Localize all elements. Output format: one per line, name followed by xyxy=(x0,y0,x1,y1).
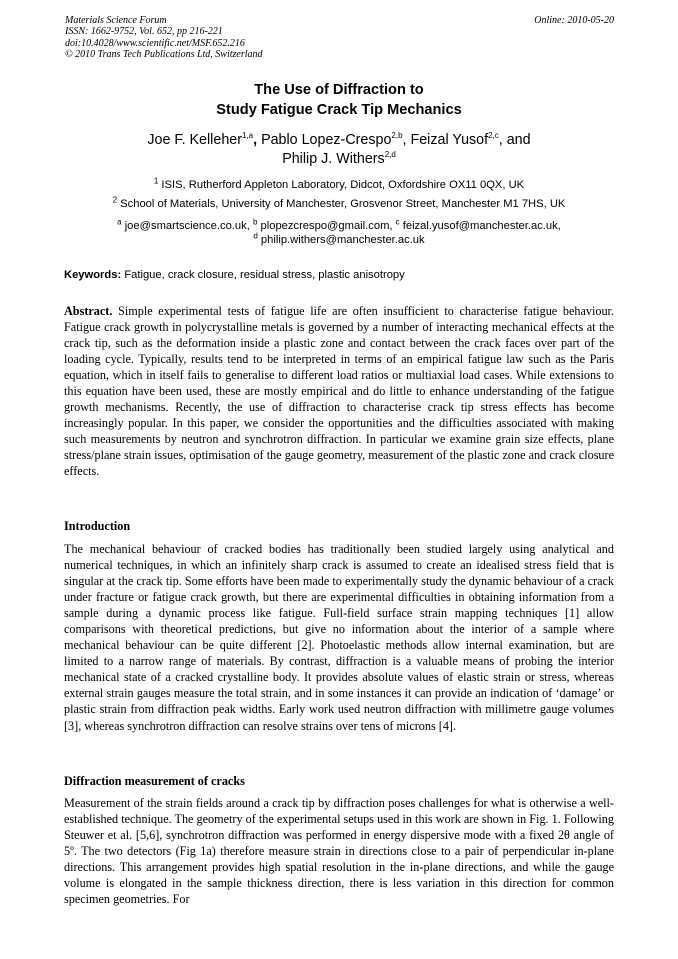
affiliation-text: ISIS, Rutherford Appleton Laboratory, Didcot, Oxfordshire OX11 0QX, UK xyxy=(161,179,525,191)
issn-line: ISSN: 1662-9752, Vol. 652, pp 216-221 xyxy=(65,26,223,38)
online-date: Online: 2010-05-20 xyxy=(534,15,614,26)
abstract xyxy=(64,303,614,480)
author-list xyxy=(0,131,678,169)
title-line-1: The Use of Diffraction to xyxy=(254,82,424,98)
author-sup: 2,b xyxy=(391,131,403,141)
author-sep: , and xyxy=(498,132,531,148)
email-address[interactable]: plopezcrespo@gmail.com, xyxy=(260,220,393,232)
email-sup: d xyxy=(253,231,258,241)
diffraction-text: Measurement of the strain fields around a crack tip by diffraction poses challenges for what is otherwise a well-established technique. The geometry of the experimental setups used in this work are shown in Fig. 1. Following Steuwer et al. [5,6], synchrotron diffraction was performed in energy dispersive mode with a fixed 2θ angle of 5º. The two detectors (Fig 1a) therefore measure strain in directions close to a pair of perpendicular in-plane directions. This arrangement provides high spatial resolution in the in-plane directions, and while the gauge volume is elongated in the sample thickness direction, there is less variation in this direction for common specimen geometries. For xyxy=(64,796,614,907)
affiliation-2 xyxy=(0,197,678,211)
title-line-2: Study Fatigue Crack Tip Mechanics xyxy=(216,102,462,118)
copyright-line: © 2010 Trans Tech Publications Ltd, Switzerland xyxy=(65,49,263,61)
email-address[interactable]: philip.withers@manchester.ac.uk xyxy=(260,234,425,246)
section-heading-diffraction: Diffraction measurement of cracks xyxy=(64,774,245,788)
email-line-2 xyxy=(0,233,678,247)
author-name: Pablo Lopez-Crespo xyxy=(261,132,392,148)
author-sup: 1,a xyxy=(241,131,254,141)
abstract-text: Simple experimental tests of fatigue life are often insufficient to characterise fatigue behaviour. Fatigue crack growth in polycrystalline metals is governed by a number of interacting mechanical effects at the crack tip, such as the deformation inside a plastic zone and contact between the crack faces over part of the loading cycle. Typically, results tend to be interpreted in terms of an empirical fatigue law such as the Paris equation, which in itself fails to generalise to different load ratios or multiaxial load cases. While extensions to this equation have been used, these are mostly empirical and do little to enhance understanding of the fatigue growth mechanisms. Recently, the use of diffraction to characterise crack tip stress effects has become increasingly popular. In this paper, we consider the opportunities and the difficulties associated with making such measurements by neutron and synchrotron diffraction. In particular we examine grain size effects, plane stress/plane strain issues, optimisation of the gauge geometry, measurement of the plastic zone and crack closure effects. xyxy=(64,304,614,479)
introduction-text: The mechanical behaviour of cracked bodies has traditionally been studied largely using analytical and numerical techniques, in which an infinitely sharp crack is assumed to create an idealised stress field that is singular at the crack tip. Some efforts have been made to experimentally study the dynamic behaviour of a crack under fracture or fatigue crack growth, but there are experimental difficulties in obtaining information from a sample during a dynamic process like fatigue. Full-field surface strain mapping techniques [1] allow comparisons with theoretical predictions, but give no information about the interior of a sample where mechanical behaviour can be quite different [2]. Photoelastic methods allow internal examination, but are limited to a narrow range of materials. By contrast, diffraction is a valuable means of probing the interior mechanical state of a cracked crystalline body. It provides absolute values of elastic strain or stress, whereas external strain gauges measure the total strain, and in some instances it can provide an indication of ‘damage’ or plastic strain from diffraction peak widths. Early work used neutron diffraction with millimetre gauge volumes [3], whereas synchrotron diffraction can resolve strains over tens of microns [4]. xyxy=(64,542,614,733)
affiliation-sup: 2 xyxy=(112,195,118,205)
section-heading-introduction: Introduction xyxy=(64,519,131,533)
author-sep: , xyxy=(253,132,262,148)
affiliation-text: School of Materials, University of Manchester, Grosvenor Street, Manchester M1 7HS, UK xyxy=(120,198,566,210)
author-line-1 xyxy=(0,131,678,150)
affiliation-1 xyxy=(0,178,678,192)
doi-line: doi:10.4028/www.scientific.net/MSF.652.216 xyxy=(65,37,245,49)
author-name: Joe F. Kelleher xyxy=(147,132,242,148)
journal-header xyxy=(65,15,263,61)
email-list xyxy=(0,219,678,247)
email-sup: b xyxy=(252,217,258,227)
paper-title xyxy=(0,80,678,120)
keywords-label: Keywords: xyxy=(64,269,122,281)
journal-name: Materials Science Forum xyxy=(65,15,167,26)
author-line-2 xyxy=(0,150,678,169)
author-name: Feizal Yusof xyxy=(410,132,489,148)
email-line-1 xyxy=(0,219,678,233)
keywords xyxy=(64,269,405,281)
author-sup: 2,d xyxy=(384,150,396,160)
email-sup: a xyxy=(117,217,122,227)
author-sep: , xyxy=(402,132,411,148)
email-sup: c xyxy=(395,217,400,227)
author-name: Philip J. Withers xyxy=(282,151,385,167)
author-sup: 2,c xyxy=(488,131,499,141)
abstract-label: Abstract. xyxy=(64,304,113,318)
email-address[interactable]: feizal.yusof@manchester.ac.uk, xyxy=(402,220,561,232)
email-address[interactable]: joe@smartscience.co.uk, xyxy=(124,220,250,232)
keywords-text: Fatigue, crack closure, residual stress, plastic anisotropy xyxy=(124,269,405,281)
affiliation-sup: 1 xyxy=(153,176,159,186)
